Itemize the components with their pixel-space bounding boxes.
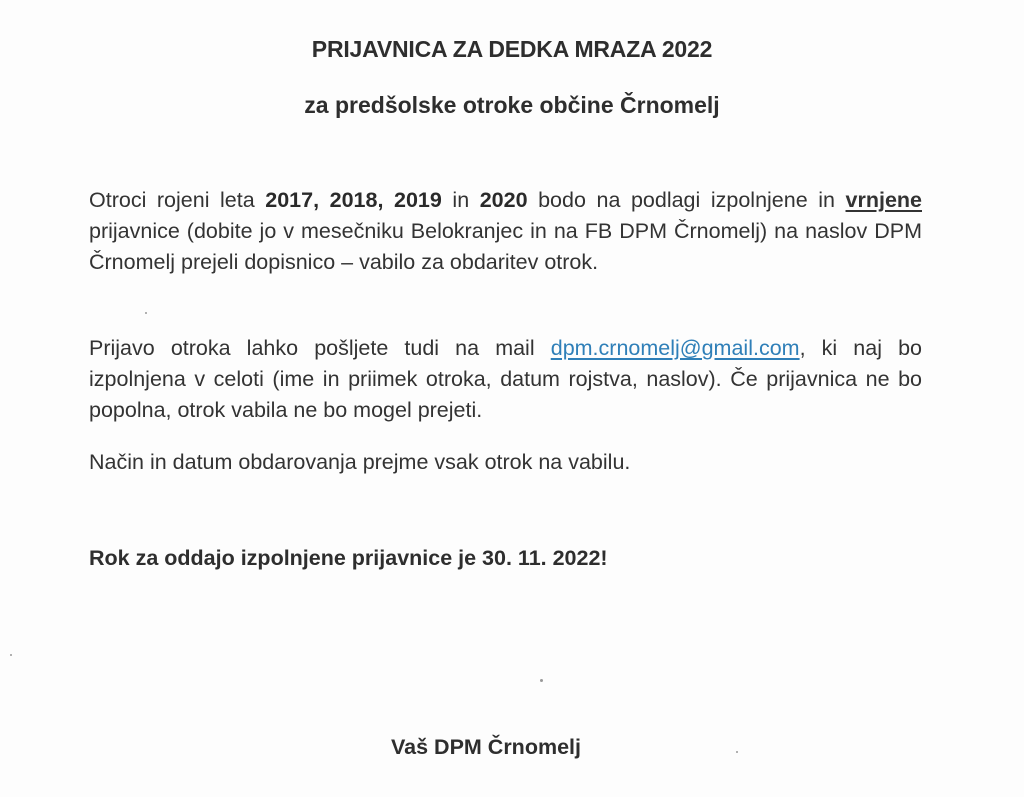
year-separator: , — [377, 188, 395, 212]
deadline-notice: Rok za oddajo izpolnjene prijavnice je 30. 11. 2022! — [89, 546, 608, 570]
page-title: PRIJAVNICA ZA DEDKA MRAZA 2022 — [311, 36, 713, 62]
paragraph-text: prijavnice (dobite jo v mesečniku Belokranjec in na FB DPM Črnomelj) na naslov DPM Črnomelj prejeli dopisnico – vabilo za obdaritev otrok. — [89, 219, 922, 274]
returned-emphasis: vrnjene — [845, 188, 922, 212]
scan-speck — [540, 679, 543, 682]
signature: Vaš DPM Črnomelj — [391, 735, 581, 759]
paragraph-text: bodo na podlagi izpolnjene in — [527, 188, 846, 212]
year-2019: 2019 — [394, 188, 442, 212]
scan-speck — [10, 654, 12, 656]
year-separator: , — [313, 188, 330, 212]
paragraph-text: , ki naj bo izpolnjena v celoti (ime in priimek otroka, datum rojstva, naslov). Če prijavnica ne bo popolna, otrok vabila ne bo mogel prejeti. — [89, 336, 923, 422]
scan-speck — [736, 751, 738, 753]
scan-speck — [145, 312, 147, 314]
year-2017: 2017 — [265, 188, 314, 212]
paragraph-text: Otroci rojeni leta — [89, 188, 266, 212]
paragraph-gift-info: Način in datum obdarovanja prejme vsak otrok na vabilu. — [89, 450, 631, 474]
year-2020: 2020 — [479, 188, 528, 212]
email-link[interactable]: dpm.crnomelj@gmail.com — [550, 336, 800, 360]
paragraph-text: Prijavo otroka lahko pošljete tudi na mail — [89, 336, 551, 360]
paragraph-eligibility — [89, 185, 922, 278]
year-2018: 2018 — [329, 188, 378, 212]
paragraph-text: in — [441, 188, 480, 212]
page-subtitle: za predšolske otroke občine Črnomelj — [304, 92, 720, 118]
paragraph-email — [89, 333, 922, 426]
